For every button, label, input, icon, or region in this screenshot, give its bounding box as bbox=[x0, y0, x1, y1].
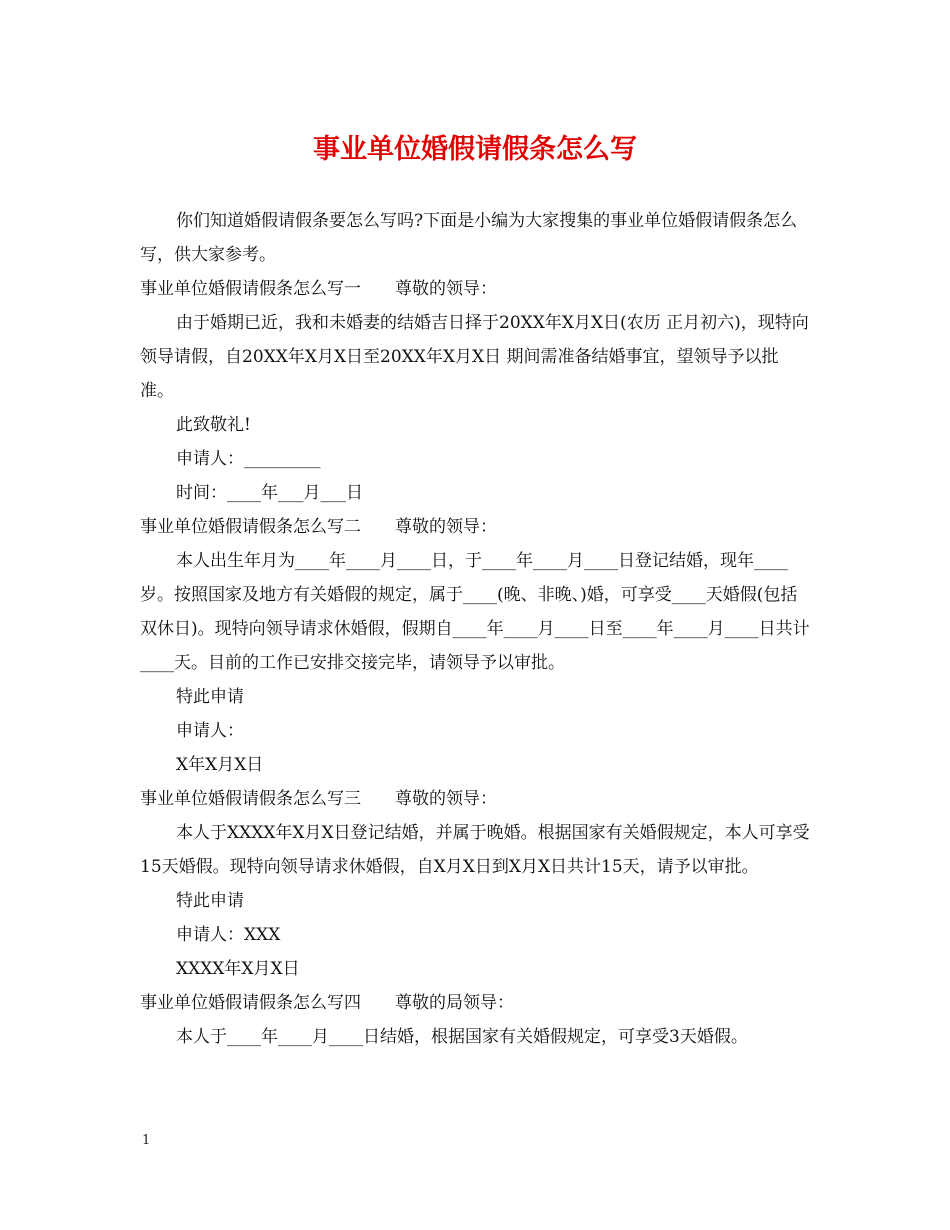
closing-line: 特此申请 bbox=[176, 687, 244, 707]
date-line: XXXX年X月X日 bbox=[176, 959, 300, 979]
section-heading-2: 事业单位婚假请假条怎么写二 尊敬的领导： bbox=[140, 517, 497, 537]
body-paragraph: 本人于XXXX年X月X日登记结婚，并属于晚婚。根据国家有关婚假规定，本人可享受15天婚假。现特向领导请求休婚假，自X月X日到X月X日共计15天，请予以审批。 bbox=[140, 823, 810, 877]
applicant-line: 申请人：XXX bbox=[176, 925, 281, 945]
intro-paragraph: 你们知道婚假请假条要怎么写吗?下面是小编为大家搜集的事业单位婚假请假条怎么写，供大家参考。 bbox=[140, 211, 798, 265]
date-line: X年X月X日 bbox=[176, 755, 264, 775]
page-number: 1 bbox=[142, 1133, 151, 1148]
applicant-line: 申请人：_________ bbox=[176, 449, 321, 469]
applicant-line: 申请人： bbox=[176, 721, 244, 741]
document-title: 事业单位婚假请假条怎么写 bbox=[313, 134, 637, 165]
section-heading-4: 事业单位婚假请假条怎么写四 尊敬的局领导： bbox=[140, 993, 514, 1013]
date-line: 时间：____年___月___日 bbox=[176, 483, 363, 503]
closing-line: 特此申请 bbox=[176, 891, 244, 911]
document-body bbox=[140, 204, 812, 1054]
body-paragraph: 本人于____年____月____日结婚，根据国家有关婚假规定，可享受3天婚假。 bbox=[176, 1027, 748, 1047]
body-paragraph: 由于婚期已近，我和未婚妻的结婚吉日择于20XX年X月X日(农历 正月初六)，现特向领导请假，自20XX年X月X日至20XX年X月X日 期间需准备结婚事宜，望领导予以批准。 bbox=[140, 313, 809, 401]
section-heading-3: 事业单位婚假请假条怎么写三 尊敬的领导： bbox=[140, 789, 497, 809]
section-heading-1: 事业单位婚假请假条怎么写一 尊敬的领导： bbox=[140, 279, 497, 299]
body-paragraph: 本人出生年月为____年____月____日，于____年____月____日登记结婚，现年____岁。按照国家及地方有关婚假的规定，属于____(晚、非晚、)婚，可享受____天婚假(包括双休日)。现特向领导请求休婚假，假期自____年____月____日至____年____月____日共计____天。目前的工作已安排交接完毕，请领导予以审批。 bbox=[140, 551, 810, 673]
closing-line: 此致敬礼! bbox=[176, 415, 251, 435]
